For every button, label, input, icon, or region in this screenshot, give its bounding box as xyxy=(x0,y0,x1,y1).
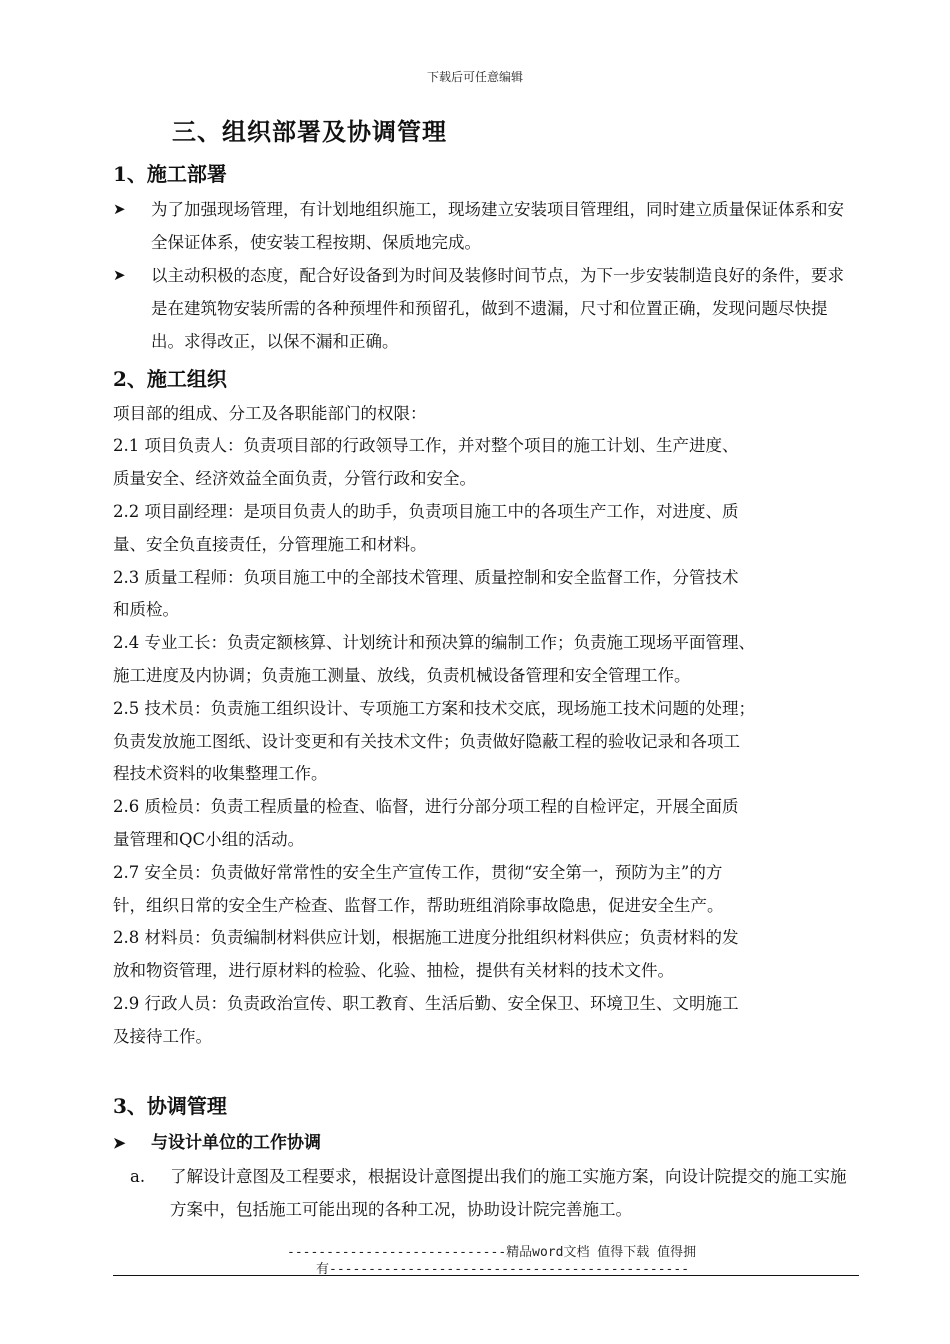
text-line: 2.6 质检员：负责工程质量的检查、临督，进行分部分项工程的自检评定，开展全面质 xyxy=(113,797,739,816)
text-line: 项目部的组成、分工及各职能部门的权限： xyxy=(113,404,427,423)
text-line: 程技术资料的收集整理工作。 xyxy=(113,764,328,783)
footer-divider xyxy=(113,1275,859,1276)
text-line: 质量安全、经济效益全面负责，分管行政和安全。 xyxy=(113,469,476,488)
text-line: 2.5 技术员：负责施工组织设计、专项施工方案和技术交底，现场施工技术问题的处理； xyxy=(113,699,755,718)
text-line: 量管理和QC小组的活动。 xyxy=(113,830,305,849)
text-line: 2.4 专业工长：负责定额核算、计划统计和预决算的编制工作；负责施工现场平面管理、 xyxy=(113,633,755,652)
page-title: 三、组织部署及协调管理 xyxy=(172,117,447,146)
text-line: 负责发放施工图纸、设计变更和有关技术文件；负责做好隐蔽工程的验收记录和各项工 xyxy=(113,732,740,751)
arrowhead-bullet-icon: ➤ xyxy=(113,1134,126,1152)
text-line: 2.8 材料员：负责编制材料供应计划，根据施工进度分批组织材料供应；负责材料的发 xyxy=(113,928,739,947)
section-1-heading: 1、施工部署 xyxy=(113,162,227,186)
text-line: 和质检。 xyxy=(113,600,179,619)
text-line: 量、安全负直接责任，分管理施工和材料。 xyxy=(113,535,427,554)
text-line: 及接待工作。 xyxy=(113,1027,212,1046)
section-3-heading: 3、协调管理 xyxy=(113,1094,227,1118)
text-line: 2.3 质量工程师：负项目施工中的全部技术管理、质量控制和安全监督工作，分管技术 xyxy=(113,568,739,587)
item-text: 了解设计意图及工程要求，根据设计意图提出我们的施工实施方案，向设计院提交的施工实施方案中，包括施工可能出现的各种工况，协助设计院完善施工。 xyxy=(170,1167,847,1219)
subheading-text: 与设计单位的工作协调 xyxy=(151,1133,321,1153)
footer-line-1: ----------------------------精品word文档 值得下载 值得拥 xyxy=(287,1245,697,1260)
section-3-item-a xyxy=(130,1160,850,1226)
section-1-bullet xyxy=(113,193,853,259)
text-line: 施工进度及内协调；负责施工测量、放线，负责机械设备管理和安全管理工作。 xyxy=(113,666,691,685)
arrowhead-bullet-icon: ➤ xyxy=(113,266,126,284)
text-line: 放和物资管理，进行原材料的检验、化验、抽检，提供有关材料的技术文件。 xyxy=(113,961,674,980)
text-line: 2.2 项目副经理：是项目负责人的助手，负责项目施工中的各项生产工作，对进度、质 xyxy=(113,502,739,521)
item-marker: a. xyxy=(130,1167,146,1186)
section-2-heading: 2、施工组织 xyxy=(113,367,227,391)
bullet-text: 以主动积极的态度，配合好设备到为时间及装修时间节点，为下一步安装制造良好的条件，要求是在建筑物安装所需的各种预埋件和预留孔，做到不遗漏，尺寸和位置正确，发现问题尽快提出。求得改正，以保不漏和正确。 xyxy=(151,266,844,351)
page-header: 下载后可任意编辑 xyxy=(426,70,523,84)
footer-line-2: 有---------------------------------------------- xyxy=(316,1262,690,1277)
section-3-subheading xyxy=(113,1128,321,1153)
text-line: 2.7 安全员：负责做好常常性的安全生产宣传工作，贯彻“安全第一，预防为主”的方 xyxy=(113,863,723,882)
bullet-text: 为了加强现场管理，有计划地组织施工，现场建立安装项目管理组，同时建立质量保证体系和安全保证体系，使安装工程按期、保质地完成。 xyxy=(151,200,844,252)
arrowhead-bullet-icon: ➤ xyxy=(113,200,126,218)
text-line: 2.9 行政人员：负责政治宣传、职工教育、生活后勤、安全保卫、环境卫生、文明施工 xyxy=(113,994,739,1013)
text-line: 针，组织日常的安全生产检查、监督工作，帮助班组消除事故隐患，促进安全生产。 xyxy=(113,896,724,915)
text-line: 2.1 项目负责人：负责项目部的行政领导工作，并对整个项目的施工计划、生产进度、 xyxy=(113,436,739,455)
section-1-bullet xyxy=(113,259,853,358)
